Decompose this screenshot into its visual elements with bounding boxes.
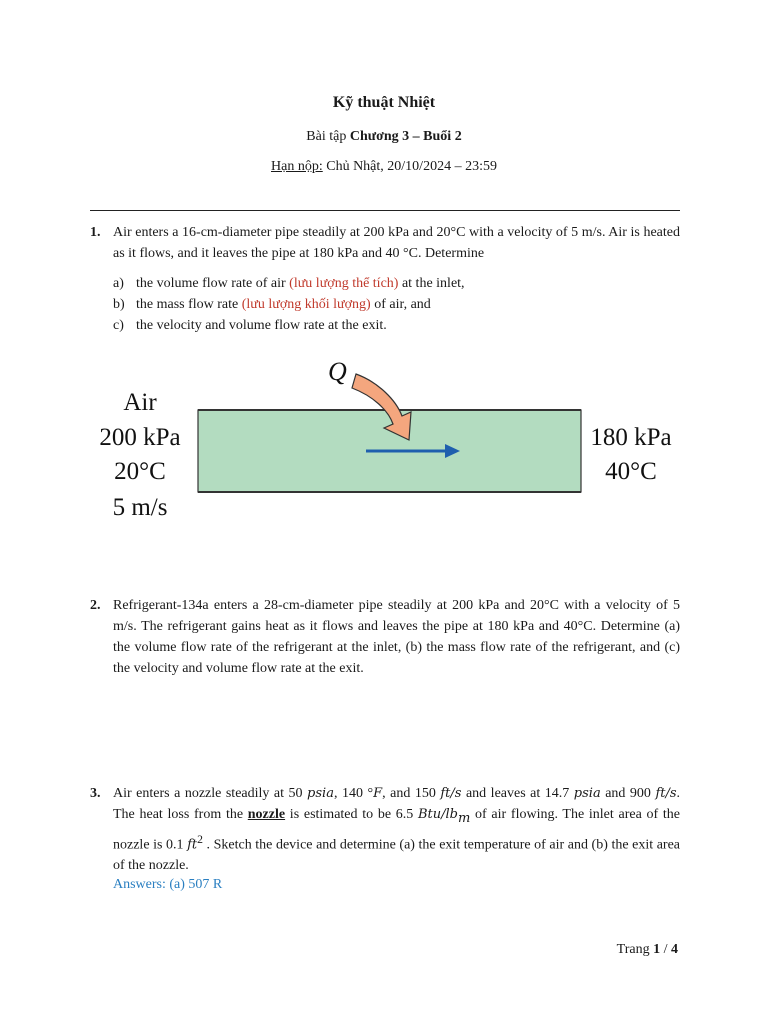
header-divider bbox=[90, 210, 680, 211]
question-text: Air enters a nozzle steadily at 50 psia, 140 °F, and 150 ft/s and leaves at 14.7 psia and 900 ft/s. The heat loss from the nozzle is estimated to be 6.5 Btu/$lb_m$ of air flowing. The inlet area of the nozzle is 0.1 $ft^2$ . Sketch the device and determine (a) the exit temperature of air and (b) the exit area of the nozzle. bbox=[113, 786, 681, 874]
question-1 bbox=[90, 222, 680, 264]
nozzle-term: nozzle bbox=[247, 807, 286, 822]
inlet-fluid: Air bbox=[123, 389, 157, 416]
deadline bbox=[0, 159, 768, 175]
part-label: a) bbox=[113, 276, 124, 291]
answer-text: Answers: (a) 507 R bbox=[113, 877, 223, 892]
part-text-end: of air, and bbox=[370, 297, 431, 312]
part-text: the velocity and volume flow rate at the exit. bbox=[136, 318, 387, 333]
subtitle-prefix: Bài tập bbox=[306, 129, 350, 144]
part-label: c) bbox=[113, 318, 124, 333]
question-number: 1. bbox=[90, 225, 101, 240]
inlet-temperature: 20°C bbox=[114, 458, 166, 485]
inlet-pressure: 200 kPa bbox=[99, 424, 181, 451]
assignment-subtitle bbox=[0, 129, 768, 145]
outlet-temperature: 40°C bbox=[605, 458, 657, 485]
question-number: 2. bbox=[90, 598, 101, 613]
subtitle-chapter: Chương 3 – Buổi 2 bbox=[349, 129, 462, 144]
pipe-diagram bbox=[88, 352, 684, 524]
question-number: 3. bbox=[90, 786, 101, 801]
question-1-part-a bbox=[113, 273, 683, 294]
deadline-label: Hạn nộp: bbox=[271, 159, 323, 174]
part-label: b) bbox=[113, 297, 125, 312]
question-1-part-c bbox=[113, 315, 683, 336]
question-2 bbox=[90, 595, 680, 679]
outlet-pressure: 180 kPa bbox=[590, 424, 672, 451]
part-text: the volume flow rate of air bbox=[136, 276, 290, 291]
part-text-end: at the inlet, bbox=[398, 276, 465, 291]
vietnamese-term: (lưu lượng thể tích) bbox=[289, 276, 399, 291]
page-number: Trang 1 / 4 bbox=[616, 942, 678, 957]
question-3 bbox=[90, 783, 680, 876]
question-text: Refrigerant-134a enters a 28-cm-diameter pipe steadily at 200 kPa and 20°C with a velocity of 5 m/s. The refrigerant gains heat as it flows and leaves the pipe at 180 kPa and 40°C. Determine (a) the volume flow rate of the refrigerant at the inlet, (b) the mass flow rate of the refrigerant, and (c) the velocity and volume flow rate at the exit. bbox=[113, 598, 680, 676]
course-title: Kỹ thuật Nhiệt bbox=[332, 94, 436, 111]
question-text: Air enters a 16-cm-diameter pipe steadily at 200 kPa and 20°C with a velocity of 5 m/s. Air is heated as it flows, and it leaves the pipe at 180 kPa and 40 °C. Determine bbox=[113, 225, 680, 261]
heat-label: Q bbox=[328, 357, 347, 386]
inlet-velocity: 5 m/s bbox=[112, 494, 168, 521]
question-1-part-b bbox=[113, 294, 683, 315]
vietnamese-term: (lưu lượng khối lượng) bbox=[241, 297, 371, 312]
deadline-value: Chủ Nhật, 20/10/2024 – 23:59 bbox=[322, 159, 497, 174]
part-text: the mass flow rate bbox=[136, 297, 242, 312]
